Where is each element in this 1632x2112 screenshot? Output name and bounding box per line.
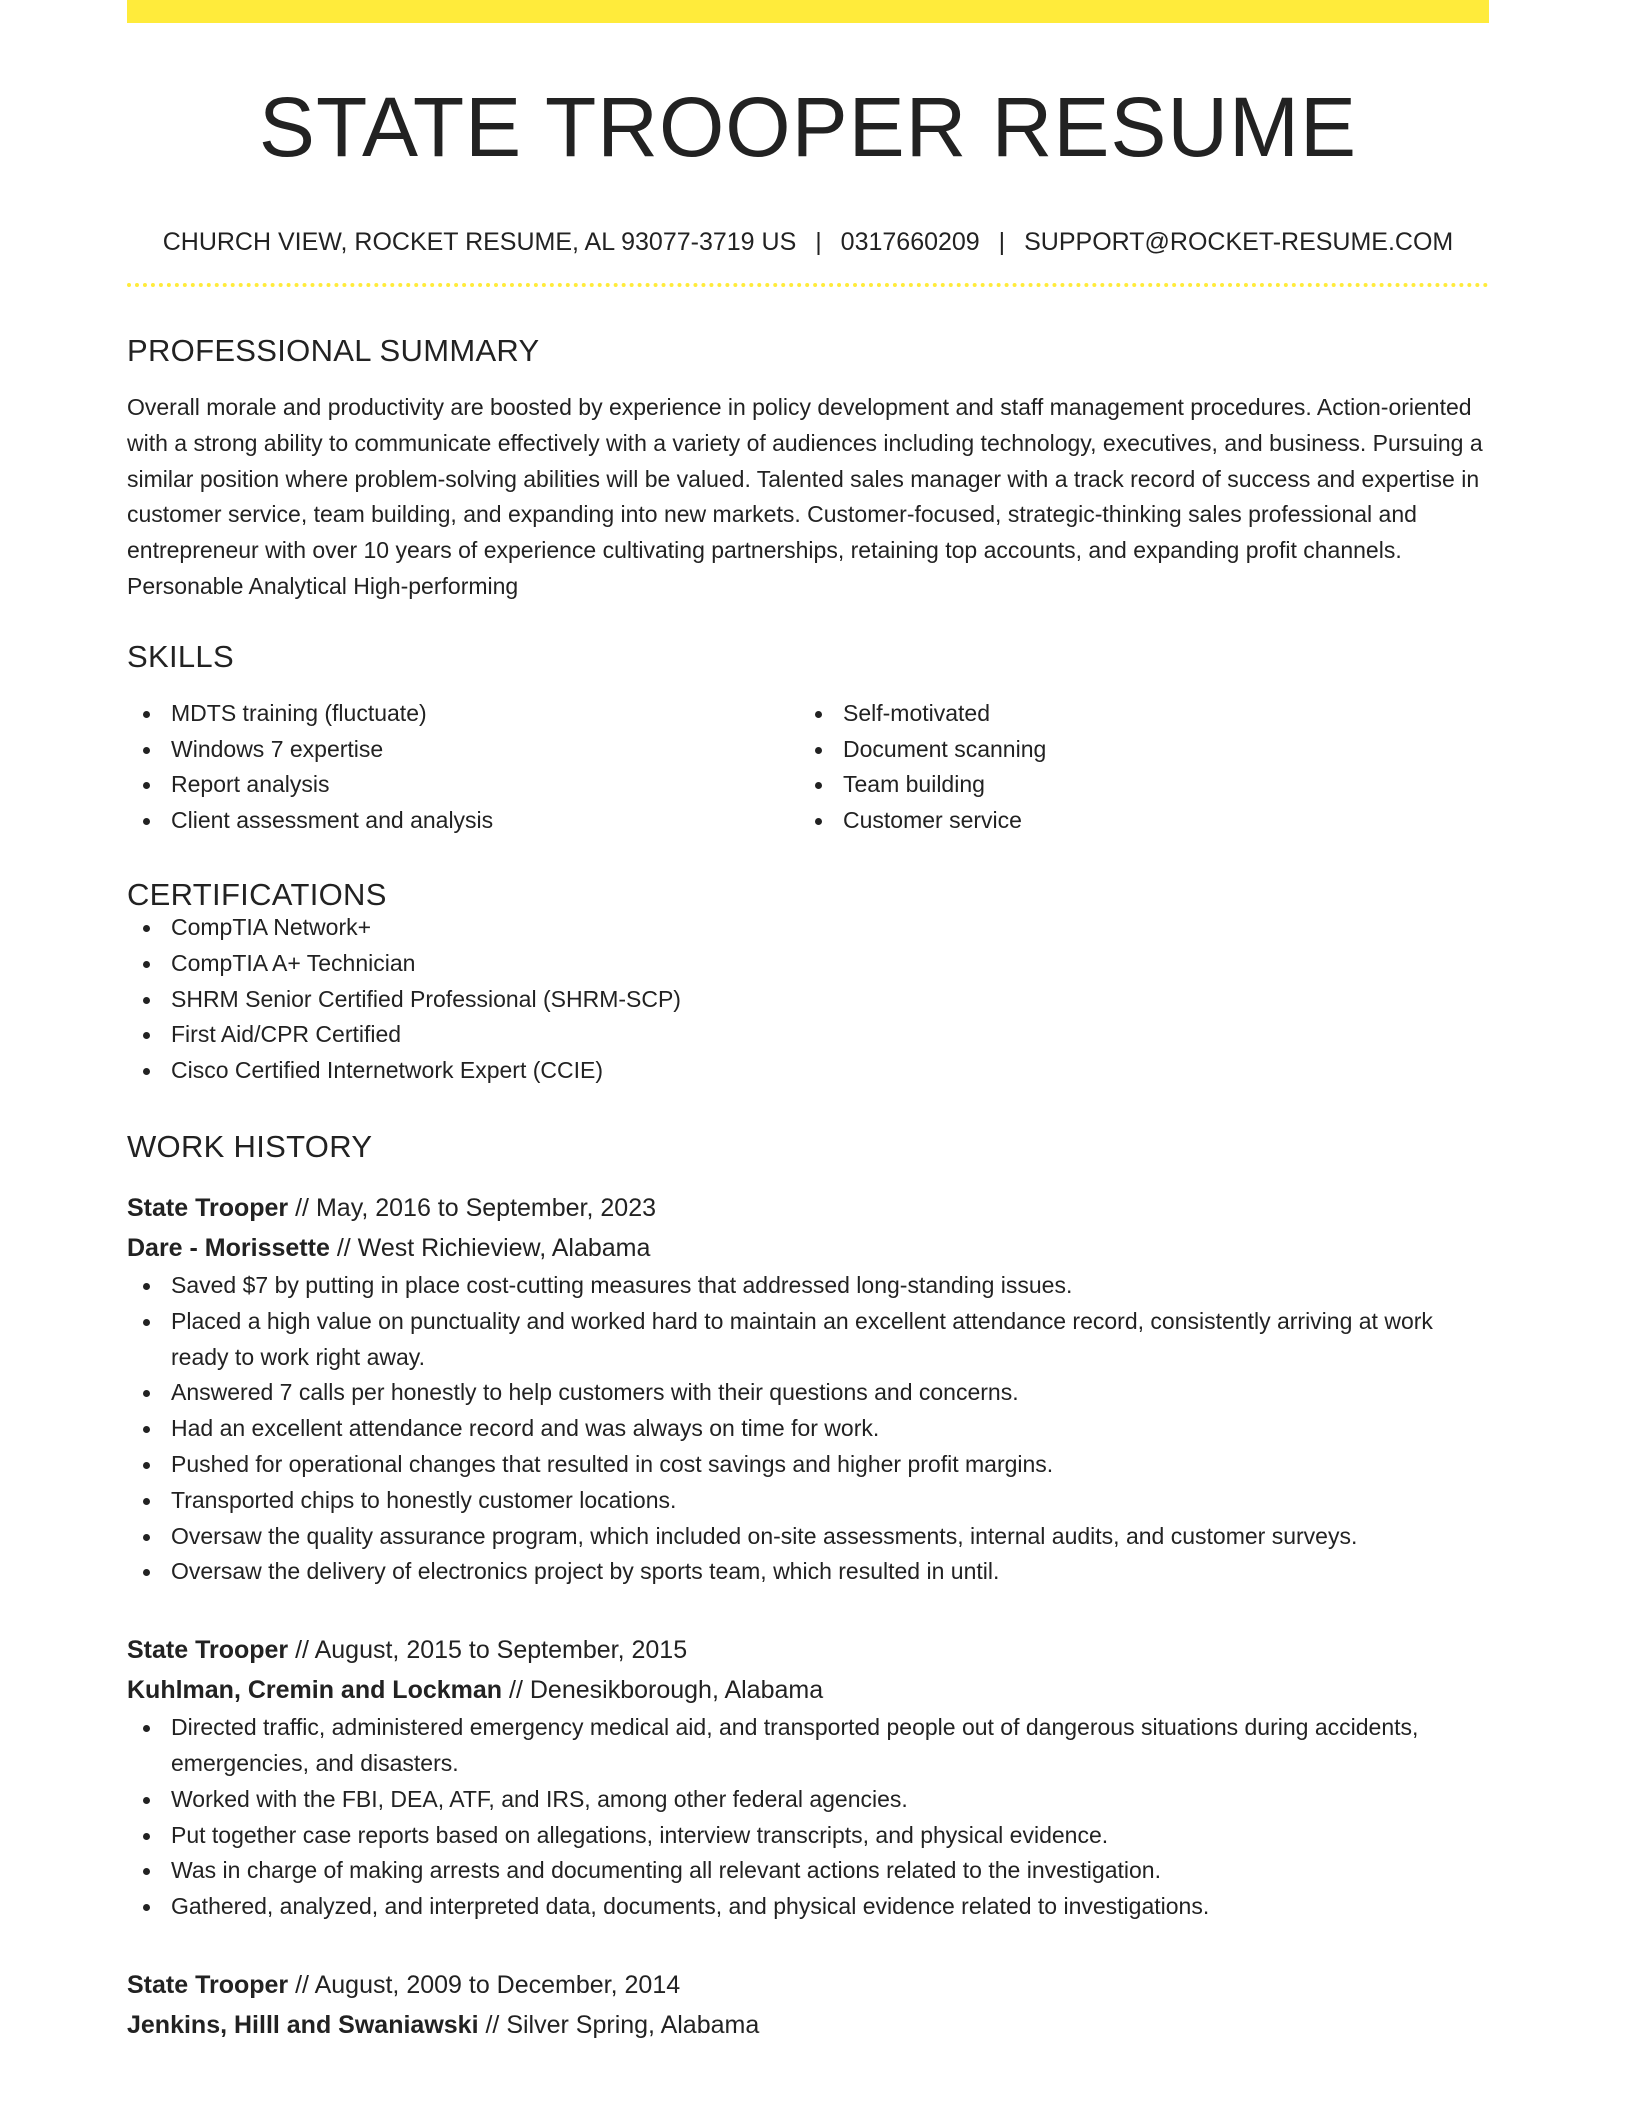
skills-heading: SKILLS bbox=[127, 638, 234, 674]
skill-item-text: Self-motivated bbox=[843, 699, 991, 726]
job-duty-item bbox=[127, 1889, 1489, 1925]
bullet-dot bbox=[815, 711, 822, 718]
job-company-line bbox=[127, 1670, 1489, 1710]
certification-item-text: Cisco Certified Internetwork Expert (CCIE) bbox=[171, 1057, 604, 1084]
bullet-dot bbox=[143, 1390, 150, 1397]
job-duty-item bbox=[127, 1710, 1489, 1782]
job-entry bbox=[127, 1965, 1489, 2045]
bullet-dot bbox=[143, 961, 150, 968]
certification-item bbox=[127, 1017, 1489, 1053]
bullet-dot bbox=[143, 1833, 150, 1840]
job-duty-item bbox=[127, 1853, 1489, 1889]
job-company: Jenkins, Hilll and Swaniawski bbox=[127, 2010, 479, 2039]
certifications-heading: CERTIFICATIONS bbox=[127, 876, 387, 912]
skill-item bbox=[127, 732, 799, 768]
certification-item-text: SHRM Senior Certified Professional (SHRM-SCP) bbox=[171, 985, 681, 1012]
skills-list-right bbox=[799, 696, 1471, 839]
certifications-list bbox=[127, 910, 1489, 1089]
skill-item-text: MDTS training (fluctuate) bbox=[171, 699, 427, 726]
job-duty-item bbox=[127, 1818, 1489, 1854]
job-duty-item-text: Directed traffic, administered emergency medical aid, and transported people out of dangerous situations during accidents, emergencies, and disasters. bbox=[171, 1714, 1419, 1776]
bullet-dot bbox=[143, 1068, 150, 1075]
job-duty-item-text: Oversaw the delivery of electronics project by sports team, which resulted in until. bbox=[171, 1558, 1000, 1585]
bullet-dot bbox=[815, 747, 822, 754]
job-duties-list bbox=[127, 1710, 1489, 1925]
job-duty-item-text: Worked with the FBI, DEA, ATF, and IRS, among other federal agencies. bbox=[171, 1785, 908, 1812]
job-duty-item bbox=[127, 1447, 1489, 1483]
job-duties-list bbox=[127, 1268, 1489, 1590]
skill-item-text: Client assessment and analysis bbox=[171, 807, 494, 834]
job-duty-item bbox=[127, 1483, 1489, 1519]
job-duty-item bbox=[127, 1268, 1489, 1304]
skill-item bbox=[799, 803, 1471, 839]
bullet-dot bbox=[143, 711, 150, 718]
job-duty-item-text: Gathered, analyzed, and interpreted data, documents, and physical evidence related to investigations. bbox=[171, 1893, 1210, 1920]
bullet-dot bbox=[143, 997, 150, 1004]
skill-item-text: Document scanning bbox=[843, 735, 1047, 762]
job-location: West Richieview, Alabama bbox=[357, 1233, 651, 1262]
job-separator: // bbox=[295, 1636, 310, 1665]
job-duty-item-text: Placed a high value on punctuality and worked hard to maintain an excellent attendance record, consistently arriving at work ready to work right away. bbox=[171, 1307, 1433, 1370]
skill-item-text: Windows 7 expertise bbox=[171, 735, 384, 762]
bullet-dot bbox=[143, 1725, 150, 1732]
certification-item-text: CompTIA Network+ bbox=[171, 913, 372, 940]
bullet-dot bbox=[143, 1498, 150, 1505]
summary-heading: PROFESSIONAL SUMMARY bbox=[127, 333, 540, 368]
job-duty-item-text: Put together case reports based on allegations, interview transcripts, and physical evidence. bbox=[171, 1821, 1109, 1848]
skill-item bbox=[799, 732, 1471, 768]
resume-title: STATE TROOPER RESUME bbox=[258, 80, 1358, 174]
certification-item bbox=[127, 982, 1489, 1018]
skill-item bbox=[127, 696, 799, 732]
job-duty-item bbox=[127, 1304, 1489, 1376]
work-history-list bbox=[127, 1188, 1489, 2045]
job-duty-item bbox=[127, 1375, 1489, 1411]
job-duty-item-text: Was in charge of making arrests and documenting all relevant actions related to the investigation. bbox=[171, 1857, 1161, 1884]
job-separator: // bbox=[509, 1676, 523, 1705]
job-dates: August, 2015 to September, 2015 bbox=[314, 1636, 688, 1665]
job-duty-item-text: Had an excellent attendance record and was always on time for work. bbox=[171, 1415, 880, 1442]
job-title-line bbox=[127, 1965, 1489, 2005]
job-title-line bbox=[127, 1630, 1489, 1670]
job-title: State Trooper bbox=[127, 1636, 289, 1665]
bullet-dot bbox=[143, 1319, 150, 1326]
skills-list-left bbox=[127, 696, 799, 839]
job-separator: // bbox=[485, 2010, 500, 2039]
job-separator: // bbox=[336, 1233, 351, 1262]
bullet-dot bbox=[143, 747, 150, 754]
job-duty-item bbox=[127, 1782, 1489, 1818]
bullet-dot bbox=[143, 925, 150, 932]
bullet-dot bbox=[815, 782, 822, 789]
job-location: Denesikborough, Alabama bbox=[529, 1676, 824, 1705]
job-title: State Trooper bbox=[127, 1193, 289, 1222]
skill-item bbox=[799, 767, 1471, 803]
summary-text: Overall morale and productivity are boosted by experience in policy development and staff management procedures. Action-oriented with a strong ability to communicate effectively with a variety of audiences including technology, executives, and business. Pursuing a similar position where problem-solving abilities will be valued. Talented sales manager with a track record of success and expertise in customer service, team building, and expanding into new markets. Customer-focused, strategic-thinking sales professional and entrepreneur with over 10 years of experience cultivating partnerships, retaining top accounts, and expanding profit channels. Personable Analytical High-performing bbox=[127, 394, 1483, 599]
dotted-divider bbox=[127, 283, 1489, 287]
job-dates: August, 2009 to December, 2014 bbox=[314, 1970, 681, 1999]
contact-phone[interactable]: 0317660209 bbox=[840, 228, 980, 256]
contact-separator: | bbox=[815, 228, 822, 256]
certification-item bbox=[127, 910, 1489, 946]
job-duty-item-text: Answered 7 calls per honestly to help customers with their questions and concerns. bbox=[171, 1379, 1019, 1406]
job-duty-item bbox=[127, 1554, 1489, 1590]
job-title-line bbox=[127, 1188, 1489, 1228]
skill-item-text: Report analysis bbox=[171, 771, 330, 798]
job-duty-item bbox=[127, 1411, 1489, 1447]
job-duty-item-text: Transported chips to honestly customer locations. bbox=[171, 1486, 677, 1513]
bullet-dot bbox=[143, 1904, 150, 1911]
skill-item bbox=[127, 803, 799, 839]
contact-email[interactable]: SUPPORT@ROCKET-RESUME.COM bbox=[1024, 228, 1454, 256]
bullet-dot bbox=[143, 1032, 150, 1039]
job-duty-item-text: Saved $7 by putting in place cost-cutting measures that addressed long-standing issues. bbox=[171, 1271, 1073, 1298]
certification-item-text: CompTIA A+ Technician bbox=[171, 949, 416, 976]
certification-item-text: First Aid/CPR Certified bbox=[171, 1021, 402, 1048]
skill-item bbox=[127, 767, 799, 803]
job-company: Kuhlman, Cremin and Lockman bbox=[127, 1676, 503, 1705]
work-history-heading: WORK HISTORY bbox=[127, 1128, 373, 1164]
job-duty-item bbox=[127, 1519, 1489, 1555]
contact-separator: | bbox=[998, 228, 1006, 256]
bullet-dot bbox=[143, 1283, 150, 1290]
bullet-dot bbox=[143, 1797, 150, 1804]
job-dates: May, 2016 to September, 2023 bbox=[315, 1193, 657, 1222]
job-location: Silver Spring, Alabama bbox=[506, 2010, 760, 2039]
certification-item bbox=[127, 1053, 1489, 1089]
skill-item-text: Team building bbox=[843, 771, 985, 798]
job-separator: // bbox=[295, 1193, 310, 1222]
job-duty-item-text: Pushed for operational changes that resulted in cost savings and higher profit margins. bbox=[171, 1450, 1054, 1477]
bullet-dot bbox=[815, 818, 822, 825]
bullet-dot bbox=[143, 1868, 150, 1875]
bullet-dot bbox=[143, 818, 150, 825]
job-company-line bbox=[127, 2005, 1489, 2045]
bullet-dot bbox=[143, 1462, 150, 1469]
top-accent-bar bbox=[127, 0, 1489, 23]
certification-item bbox=[127, 946, 1489, 982]
job-company: Dare - Morissette bbox=[127, 1233, 330, 1262]
resume-page bbox=[127, 0, 1489, 2045]
job-entry bbox=[127, 1188, 1489, 1590]
job-company-line bbox=[127, 1228, 1489, 1268]
skill-item-text: Customer service bbox=[843, 807, 1022, 834]
bullet-dot bbox=[143, 1426, 150, 1433]
contact-line bbox=[127, 227, 1489, 257]
skill-item bbox=[799, 696, 1471, 732]
bullet-dot bbox=[143, 1534, 150, 1541]
contact-address: CHURCH VIEW, ROCKET RESUME, AL 93077-3719 US bbox=[162, 228, 797, 256]
job-title: State Trooper bbox=[127, 1970, 289, 1999]
bullet-dot bbox=[143, 1569, 150, 1576]
job-duty-item-text: Oversaw the quality assurance program, which included on-site assessments, internal audits, and customer surveys. bbox=[171, 1522, 1358, 1549]
bullet-dot bbox=[143, 782, 150, 789]
job-separator: // bbox=[295, 1970, 310, 1999]
job-entry bbox=[127, 1630, 1489, 1925]
skills-columns bbox=[127, 696, 1489, 839]
